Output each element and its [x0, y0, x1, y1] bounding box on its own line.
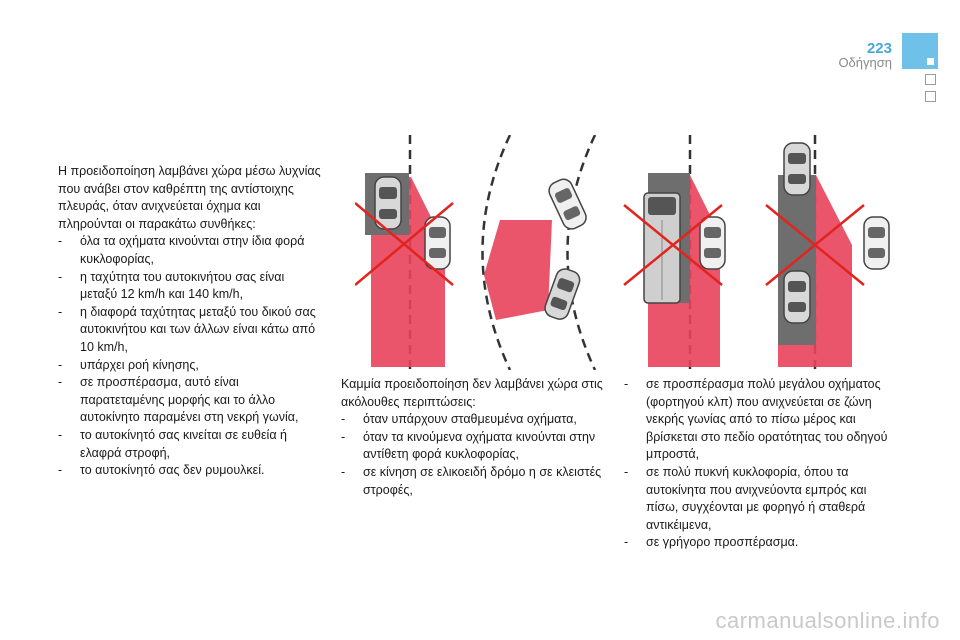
section-tab — [902, 33, 938, 69]
middle-column — [341, 376, 611, 499]
detection-zone — [484, 220, 552, 320]
list-item: - το αυτοκίνητό σας κινείται σε ευθεία ή ελαφρά στροφή, — [58, 427, 323, 462]
list-item: - σε προσπέρασμα, αυτό είναι παρατεταμένης μορφής και το άλλο αυτοκίνητο παραμένει στη νεκρή γωνία, — [58, 374, 323, 427]
list-item: - σε προσπέρασμα πολύ μεγάλου οχήματος (φορτηγού κλπ) που ανιχνεύεται σε ζώνη νεκρής γωνίας από το πίσω μέρος και βρίσκεται στο πεδίο ορατότητας του οδηγού μπροστά, — [624, 376, 894, 464]
right-column — [624, 376, 894, 552]
left-conditions-list — [58, 233, 323, 479]
section-tab-empty-2 — [925, 91, 936, 102]
left-intro: Η προειδοποίηση λαμβάνει χώρα μέσω λυχνίας που ανάβει στον καθρέπτη της αντίστοιχης πλευράς, όταν ανιχνεύεται όχημα και πληρούνται οι παρακάτω συνθήκες: — [58, 164, 321, 231]
illustration-parked-vehicles — [355, 135, 465, 370]
parked-car-icon — [375, 177, 401, 229]
page-number: 223 — [866, 40, 892, 57]
middle-intro: Καμμία προειδοποίηση δεν λαμβάνει χώρα στις ακόλουθες περιπτώσεις: — [341, 377, 603, 409]
own-car-icon — [700, 217, 725, 269]
right-exceptions-list — [624, 376, 894, 552]
lane-marking — [568, 135, 596, 370]
watermark: carmanualsonline.info — [715, 608, 940, 633]
list-item: - όταν υπάρχουν σταθμευμένα οχήματα, — [341, 411, 611, 429]
list-item: - η ταχύτητα του αυτοκινήτου σας είναι μεταξύ 12 km/h και 140 km/h, — [58, 269, 323, 304]
list-item: - σε κίνηση σε ελικοειδή δρόμο η σε κλειστές στροφές, — [341, 464, 611, 499]
section-tab-empty-1 — [925, 74, 936, 85]
list-item: - η διαφορά ταχύτητας μεταξύ του δικού σας αυτοκινήτου και των άλλων είναι κάτω από 10 km/h, — [58, 304, 323, 357]
list-item: - σε γρήγορο προσπέρασμα. — [624, 534, 894, 552]
section-tab-marker — [927, 58, 934, 65]
list-item: - όλα τα οχήματα κινούνται στην ίδια φορά κυκλοφορίας, — [58, 233, 323, 268]
illustration-truck-overtaking — [622, 135, 732, 370]
list-item: - υπάρχει ροή κίνησης, — [58, 357, 323, 375]
chapter-title: Οδήγηση — [838, 55, 892, 70]
car-behind-icon — [784, 271, 810, 323]
list-item: - σε πολύ πυκνή κυκλοφορία, όπου τα αυτοκίνητα που ανιχνεύοντα εμπρός και πίσω, συγχέονται με φορηγό ή σταθερά αντικέιμενα, — [624, 464, 894, 534]
left-column — [58, 163, 323, 480]
own-car-icon — [546, 176, 589, 231]
illustration-winding-road — [470, 135, 610, 370]
truck-icon — [644, 193, 680, 303]
own-car-icon — [864, 217, 889, 269]
car-ahead-icon — [784, 143, 810, 195]
list-item: - το αυτοκίνητό σας δεν ρυμουλκεί. — [58, 462, 323, 480]
illustration-dense-traffic — [760, 135, 895, 370]
middle-exceptions-list — [341, 411, 611, 499]
list-item: - όταν τα κινούμενα οχήματα κινούνται στην αντίθετη φορά κυκλοφορίας, — [341, 429, 611, 464]
